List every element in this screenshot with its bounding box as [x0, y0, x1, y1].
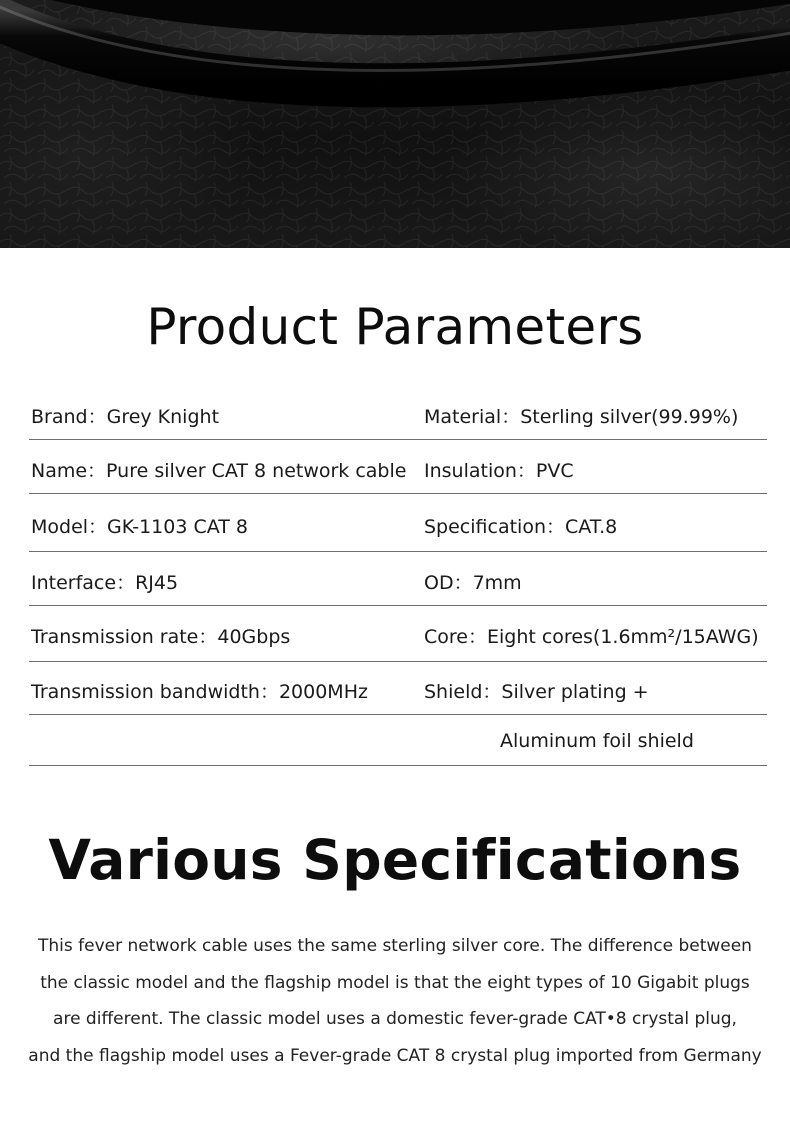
- table-row: [29, 386, 767, 440]
- table-row: [29, 606, 767, 662]
- param-model: Model：GK-1103 CAT 8: [31, 516, 249, 538]
- param-od: OD：7mm: [424, 572, 522, 594]
- table-row: [29, 494, 767, 552]
- param-shield: Shield：Silver plating +: [424, 681, 649, 703]
- param-material: Material：Sterling silver(99.99%): [424, 406, 739, 428]
- description-line: the classic model and the flagship model is that the eight types of 10 Gigabit plugs: [40, 972, 750, 993]
- table-row: [29, 552, 767, 606]
- table-row: [29, 662, 767, 715]
- param-transmission-bandwidth: Transmission bandwidth：2000MHz: [31, 681, 368, 703]
- description-line: are different. The classic model uses a domestic fever-grade CAT•8 crystal plug,: [53, 1009, 737, 1029]
- description-line: and the flagship model uses a Fever-grade CAT 8 crystal plug imported from Germany: [28, 1045, 762, 1066]
- table-row: [29, 715, 767, 766]
- param-interface: Interface：RJ45: [31, 572, 179, 594]
- table-row: [29, 440, 767, 494]
- parameters-table: [29, 386, 767, 766]
- param-name: Name：Pure silver CAT 8 network cable: [31, 460, 407, 482]
- param-brand: Brand：Grey Knight: [31, 406, 220, 428]
- param-insulation: Insulation：PVC: [424, 460, 574, 482]
- specifications-description: [0, 928, 790, 1074]
- param-shield-continued: Aluminum foil shield: [500, 730, 694, 752]
- hero-image: [0, 0, 790, 248]
- leather-cable-illustration: [0, 0, 790, 248]
- product-parameters-title: Product Parameters: [146, 298, 644, 356]
- param-core: Core：Eight cores(1.6mm²/15AWG): [424, 626, 759, 648]
- description-line: This fever network cable uses the same sterling silver core. The difference between: [38, 936, 752, 956]
- param-specification: Specification：CAT.8: [424, 516, 618, 538]
- param-transmission-rate: Transmission rate：40Gbps: [31, 626, 291, 648]
- various-specifications-title: Various Specifications: [48, 828, 742, 892]
